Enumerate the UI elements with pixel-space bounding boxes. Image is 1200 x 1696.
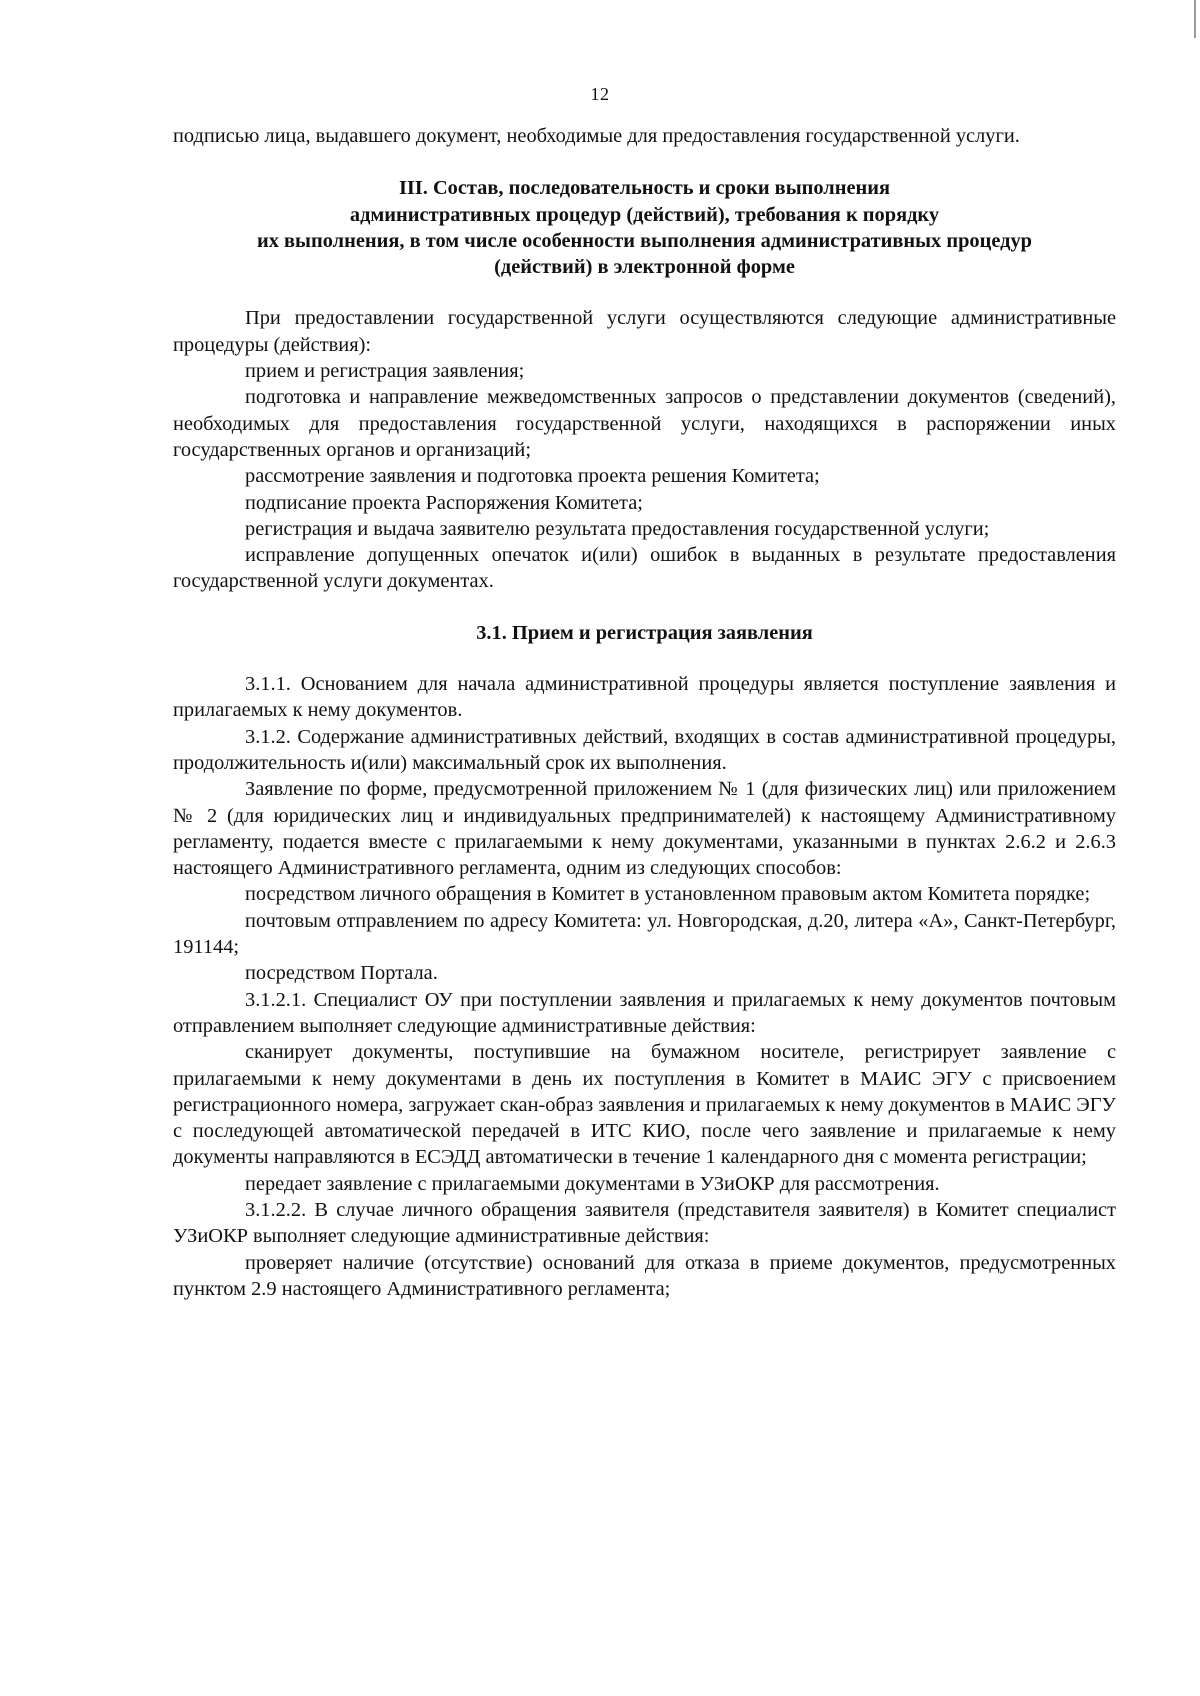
list-item: почтовым отправлением по адресу Комитета: ул. Новгородская, д.20, литера «А», Санкт-Петербург, 191144;: [173, 909, 1116, 959]
list-item: подготовка и направление межведомственных запросов о представлении документов (сведений), необходимых для предоставления государственной услуги, находящихся в распоряжении иных государственных органов и организаций;: [173, 386, 1116, 461]
paragraph: 3.1.1. Основанием для начала административной процедуры является поступление заявления и прилагаемых к нему документов.: [173, 673, 1116, 722]
section-heading: [173, 175, 1116, 280]
list-item: проверяет наличие (отсутствие) оснований для отказа в приеме документов, предусмотренных пунктом 2.9 настоящего Административного регламента;: [173, 1251, 1116, 1300]
paragraph: 3.1.2. Содержание административных действий, входящих в состав административной процедуры, продолжительность и(или) максимальный срок их выполнения.: [173, 725, 1116, 774]
scan-edge-mark: [1194, 0, 1196, 38]
page-number: 12: [590, 84, 610, 104]
paragraph: 3.1.2.2. В случае личного обращения заявителя (представителя заявителя) в Комитет специалист УЗиОКР выполняет следующие административные действия:: [173, 1198, 1116, 1248]
list-item: посредством Портала.: [245, 962, 438, 985]
subsection-heading: 3.1. Прием и регистрация заявления: [476, 621, 813, 644]
paragraph: При предоставлении государственной услуги осуществляются следующие административные процедуры (действия):: [173, 307, 1116, 356]
list-item: исправление допущенных опечаток и(или) ошибок в выданных в результате предоставления государственной услуги документах.: [173, 544, 1116, 593]
list-item: рассмотрение заявления и подготовка проекта решения Комитета;: [245, 465, 820, 488]
list-item: посредством личного обращения в Комитет в установленном правовым актом Комитета порядке;: [245, 883, 1091, 906]
document-body: [173, 123, 1116, 1302]
list-item: регистрация и выдача заявителю результата предоставления государственной услуги;: [245, 517, 990, 540]
list-item: подписание проекта Распоряжения Комитета;: [245, 491, 643, 514]
section-heading-line: III. Состав, последовательность и сроки выполнения: [398, 177, 891, 200]
paragraph: Заявление по форме, предусмотренной приложением № 1 (для физических лиц) или приложением № 2 (для юридических лиц и индивидуальных предпринимателей) к настоящему Административному регламенту, подается вместе с прилагаемыми к нему документами, указанными в пунктах 2.6.2 и 2.6.3 настоящего Административного регламента, одним из следующих способов:: [173, 778, 1116, 880]
list-item: сканирует документы, поступившие на бумажном носителе, регистрирует заявление с прилагаемыми к нему документами в день их поступления в Комитет в МАИС ЭГУ с присвоением регистрационного номера, загружает скан-образ заявления и прилагаемых к нему документов в МАИС ЭГУ с последующей автоматической передачей в ИТС КИО, после чего заявление и прилагаемые к нему документы направляются в ЕСЭДД автоматически в течение 1 календарного дня с момента регистрации;: [173, 1041, 1116, 1169]
section-heading-line: их выполнения, в том числе особенности выполнения административных процедур: [256, 229, 1032, 252]
list-item: передает заявление с прилагаемыми документами в УЗиОКР для рассмотрения.: [245, 1172, 940, 1195]
paragraph: 3.1.2.1. Специалист ОУ при поступлении заявления и прилагаемых к нему документов почтовым отправлением выполняет следующие административные действия:: [173, 988, 1116, 1037]
list-item: прием и регистрация заявления;: [245, 360, 525, 383]
section-heading-line: административных процедур (действий), требования к порядку: [349, 203, 940, 226]
paragraph: подписью лица, выдавшего документ, необходимые для предоставления государственной услуги.: [173, 125, 1020, 147]
section-heading-line: (действий) в электронной форме: [494, 256, 795, 279]
